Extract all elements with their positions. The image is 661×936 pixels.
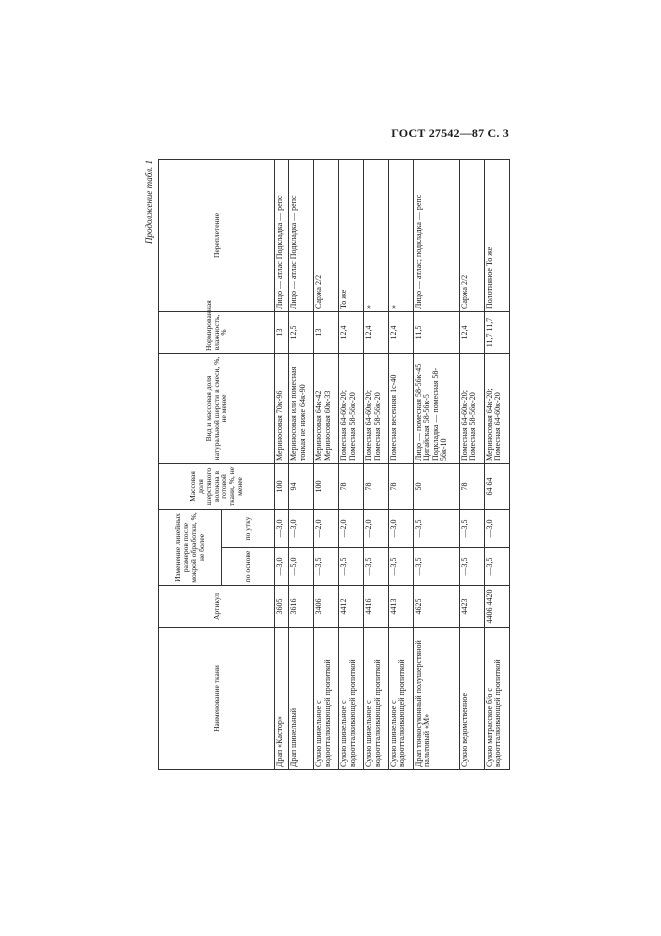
col-fiber-header: Вид и массовая доля натуральной шерсти в смеси, %, не менее [159,354,275,464]
cell-name: Сукно матрасское б/о с водоотталкивающей пропиткой [484,628,509,770]
col-weft-header: по утку [222,510,275,548]
col-wool-header: Массовая доля шерстяного волокна в готовой ткани, %, не менее [159,464,275,510]
page-header: ГОСТ 27542—87 С. 3 [391,126,509,140]
table-row [339,160,364,770]
cell-wool: 78 [339,464,364,510]
cell-weft: —3,5 [413,510,459,548]
table-row [484,160,509,770]
cell-weave: Полотняное То же [484,160,509,312]
col-weave-header: Переплетение [159,160,275,312]
cell-warp: —5,0 [289,548,314,586]
cell-moisture: 13 [314,312,339,354]
cell-article: 4413 [389,586,414,628]
cell-article: 4406 4420 [484,586,509,628]
cell-wool: 94 [289,464,314,510]
table-row [314,160,339,770]
cell-weft: —2,0 [339,510,364,548]
cell-name: Драп тонкосуконный полушерстяной пальтовый «М» [413,628,459,770]
cell-fiber: Мериносовая или помесная тонкая не ниже 64к-90 [289,354,314,464]
cell-weft: —3,0 [389,510,414,548]
table-row [460,160,485,770]
cell-warp: —3,5 [484,548,509,586]
col-article-header: Артикул [159,586,275,628]
cell-name: Драп шинельный [289,628,314,770]
cell-weft: —3,0 [275,510,289,548]
cell-moisture: 12,4 [339,312,364,354]
cell-wool: 100 [314,464,339,510]
cell-warp: —3,5 [389,548,414,586]
cell-moisture: 11,7 11,7 [484,312,509,354]
cell-warp: —3,0 [275,548,289,586]
cell-weave: Лицо — атлас Подкладка — репс [275,160,289,312]
table-row [364,160,389,770]
cell-moisture: 13 [275,312,289,354]
cell-weft: —2,0 [314,510,339,548]
cell-name: Сукно шинельное с водоотталкивающей пропиткой [364,628,389,770]
cell-weft: —3,5 [460,510,485,548]
col-moisture-header: Нормированная влажность, % [159,312,275,354]
col-name-header: Наименование ткани [159,628,275,770]
cell-moisture: 12,4 [389,312,414,354]
cell-article: 4423 [460,586,485,628]
cell-fiber: Мериносовая 64к-20; Помесная 64-60к-20 [484,354,509,464]
cell-wool: 64 64 [484,464,509,510]
cell-moisture: 11,5 [413,312,459,354]
cell-weft: —2,0 [364,510,389,548]
fabric-table [158,159,510,770]
cell-name: Сукно шинельное с водоотталкивающей пропиткой [314,628,339,770]
cell-weave: Саржа 2/2 [460,160,485,312]
col-change-header: Изменение линейных размеров после мокрой обработки, %, не более [159,510,222,586]
cell-wool: 50 [413,464,459,510]
cell-weave: Саржа 2/2 [314,160,339,312]
cell-fiber: Помесная 64-60к-20; Помесная 58-56к-20 [460,354,485,464]
cell-name: Сукно шинельное с водоотталкивающей пропиткой [389,628,414,770]
cell-article: 4412 [339,586,364,628]
table-body [275,160,510,770]
rotated-table-block [144,160,510,770]
cell-article: 4625 [413,586,459,628]
continuation-label: Продолжение табл. 1 [144,160,154,244]
cell-name: Драп «Кастор» [275,628,289,770]
cell-weave: » [389,160,414,312]
cell-article: 3605 [275,586,289,628]
cell-article: 3616 [289,586,314,628]
cell-fiber: Помесная весенняя 1с-40 [389,354,414,464]
cell-name: Сукно шинельное с водоотталкивающей пропиткой [339,628,364,770]
cell-article: 3406 [314,586,339,628]
cell-weave: Лицо — атлас Подкладка — репс [289,160,314,312]
cell-weave: То же [339,160,364,312]
cell-fiber: Помесная 64-60к-20; Помесная 58-56к-20 [339,354,364,464]
cell-wool: 100 [275,464,289,510]
cell-wool: 78 [389,464,414,510]
cell-weave: Лицо — атлас; подкладка — репс [413,160,459,312]
cell-warp: —3,5 [413,548,459,586]
header-row [159,160,222,770]
cell-wool: 78 [460,464,485,510]
cell-warp: —3,5 [314,548,339,586]
cell-warp: —3,5 [460,548,485,586]
cell-weft: —3,0 [484,510,509,548]
table-row [413,160,459,770]
cell-warp: —3,5 [339,548,364,586]
cell-wool: 78 [364,464,389,510]
col-warp-header: по основе [222,548,275,586]
cell-warp: —3,5 [364,548,389,586]
cell-name: Сукно ведомственное [460,628,485,770]
cell-moisture: 12,4 [364,312,389,354]
cell-fiber: Лицо — помесная 58-56к-45 Цигайская 58-56к-5 Подкладка — помесная 58-56к-10 [413,354,459,464]
cell-weft: —3,0 [289,510,314,548]
cell-moisture: 12,4 [460,312,485,354]
cell-fiber: Мериносовая 64к-42 Мериносовая 60к-33 [314,354,339,464]
cell-fiber: Помесная 64-60к-20; Помесная 58-56к-20 [364,354,389,464]
cell-weave: » [364,160,389,312]
table-row [389,160,414,770]
table-row [289,160,314,770]
cell-fiber: Мериносовая 70к-96 [275,354,289,464]
cell-moisture: 12,5 [289,312,314,354]
table-row [275,160,289,770]
cell-article: 4416 [364,586,389,628]
